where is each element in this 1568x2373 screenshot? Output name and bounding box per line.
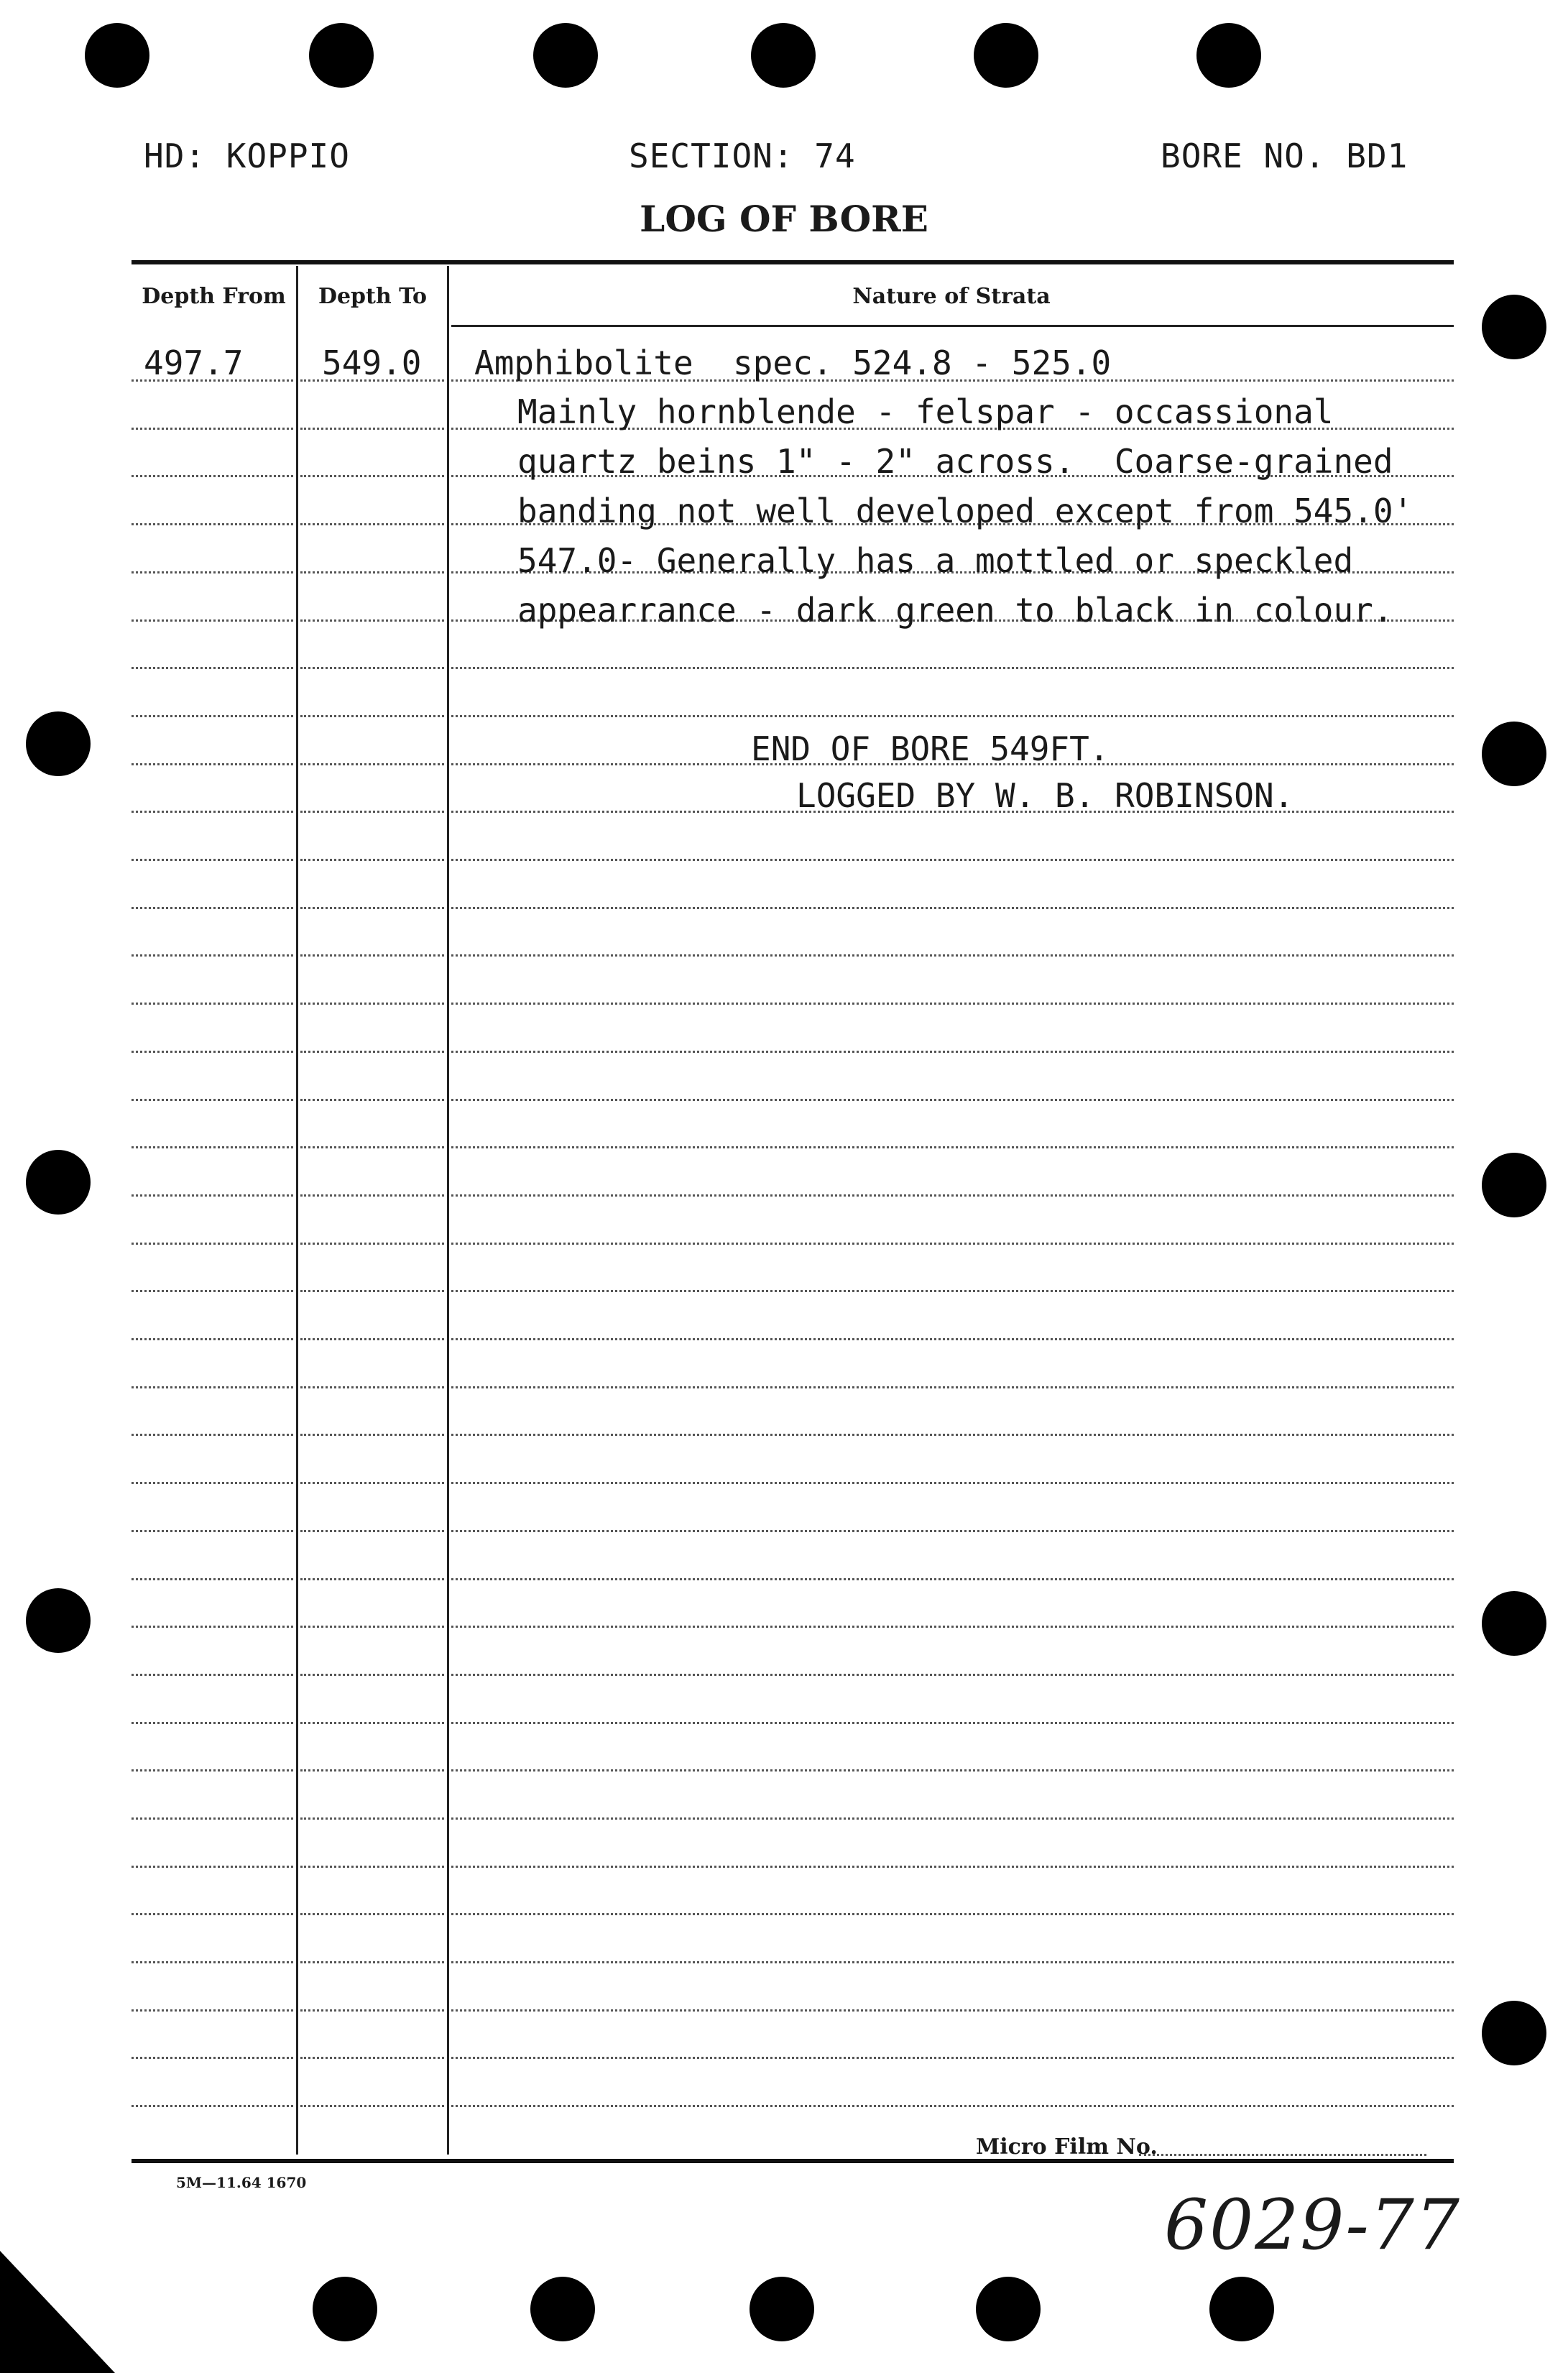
ruled-line [451, 667, 1454, 669]
ruled-line [300, 763, 444, 765]
ruled-line [300, 1290, 444, 1292]
ruled-line [132, 1817, 293, 1820]
ruled-line [300, 954, 444, 957]
ruled-line [451, 1482, 1454, 1484]
ruled-line [132, 1866, 293, 1868]
ruled-line [132, 1769, 293, 1771]
ruled-line [132, 954, 293, 957]
corner-mark [0, 2251, 115, 2373]
column-divider [447, 266, 449, 2155]
ruled-line [300, 1338, 444, 1340]
binder-hole [26, 1150, 91, 1215]
ruled-line [300, 907, 444, 909]
ruled-line [132, 1578, 293, 1580]
logged-by-note: LOGGED BY W. B. ROBINSON. [796, 776, 1294, 815]
strata-line: 547.0- Generally has a mottled or speckled [517, 541, 1354, 580]
binder-hole [26, 711, 91, 776]
binder-hole [1482, 295, 1546, 359]
ruled-line [132, 1722, 293, 1724]
bore-number: BORE NO. BD1 [1161, 137, 1408, 175]
ruled-line [300, 475, 444, 477]
ruled-line [132, 1194, 293, 1197]
table-bottom-rule [132, 2159, 1454, 2163]
ruled-line [300, 2009, 444, 2012]
ruled-line [132, 523, 293, 525]
ruled-line [132, 571, 293, 573]
ruled-line [132, 1338, 293, 1340]
ruled-line [300, 1099, 444, 1101]
strata-line: banding not well developed except from 545.0' [517, 492, 1413, 530]
ruled-line [132, 1099, 293, 1101]
binder-hole [976, 2277, 1041, 2341]
binder-hole [1482, 1591, 1546, 1656]
depth-to-value: 549.0 [322, 344, 422, 382]
ruled-line [132, 1913, 293, 1915]
ruled-line [300, 571, 444, 573]
ruled-line [132, 1003, 293, 1005]
ruled-line [132, 2009, 293, 2012]
ruled-line [451, 1051, 1454, 1053]
ruled-line [451, 1530, 1454, 1532]
ruled-line [451, 1722, 1454, 1724]
binder-hole [85, 23, 149, 88]
ruled-line [451, 1626, 1454, 1628]
ruled-line [132, 1386, 293, 1388]
ruled-line [451, 1434, 1454, 1436]
ruled-line [132, 1482, 293, 1484]
binder-hole [26, 1588, 91, 1653]
ruled-line [132, 1530, 293, 1532]
ruled-line [132, 667, 293, 669]
strata-line: quartz beins 1" - 2" across. Coarse-grained [517, 442, 1393, 481]
column-divider [296, 266, 298, 2155]
ruled-line [300, 1482, 444, 1484]
ruled-line [300, 667, 444, 669]
ruled-line [300, 1434, 444, 1436]
ruled-line [451, 1290, 1454, 1292]
micro-film-label: Micro Film No. [976, 2134, 1158, 2160]
ruled-line [132, 907, 293, 909]
ruled-line [300, 1003, 444, 1005]
ruled-line [451, 1386, 1454, 1388]
ruled-line [132, 1434, 293, 1436]
ruled-line [300, 1578, 444, 1580]
ruled-line [300, 428, 444, 430]
binder-hole [1482, 2001, 1546, 2065]
binder-hole [1482, 722, 1546, 786]
binder-hole [974, 23, 1038, 88]
ruled-line [132, 715, 293, 717]
ruled-line [451, 1338, 1454, 1340]
form-code: 5M—11.64 1670 [176, 2174, 307, 2191]
ruled-line [132, 1051, 293, 1053]
ruled-line [132, 1146, 293, 1148]
binder-hole [533, 23, 598, 88]
ruled-line [300, 1674, 444, 1676]
micro-film-dotline [1139, 2154, 1426, 2156]
ruled-line [132, 1243, 293, 1245]
binder-hole [1196, 23, 1261, 88]
ruled-line [300, 1386, 444, 1388]
ruled-line [300, 715, 444, 717]
ruled-line [451, 2057, 1454, 2059]
strata-line: appearrance - dark green to black in colour. [517, 591, 1393, 630]
column-header-depth-to: Depth To [318, 284, 428, 309]
ruled-line [132, 475, 293, 477]
strata-line: Amphibolite spec. 524.8 - 525.0 [474, 344, 1112, 382]
binder-hole [530, 2277, 595, 2341]
ruled-line [300, 1961, 444, 1963]
ruled-line [300, 1722, 444, 1724]
ruled-line [300, 619, 444, 622]
ruled-line [300, 1769, 444, 1771]
end-of-bore-note: END OF BORE 549FT. [751, 729, 1110, 768]
ruled-line [132, 428, 293, 430]
binder-hole [1209, 2277, 1274, 2341]
ruled-line [451, 859, 1454, 861]
ruled-line [300, 859, 444, 861]
film-number-handwritten: 6029-77 [1164, 2185, 1461, 2265]
ruled-line [300, 523, 444, 525]
hd-label: HD: KOPPIO [144, 137, 350, 175]
ruled-line [451, 1243, 1454, 1245]
ruled-line [132, 1961, 293, 1963]
ruled-line [451, 1194, 1454, 1197]
ruled-line [451, 1866, 1454, 1868]
ruled-line [300, 1146, 444, 1148]
ruled-line [132, 2105, 293, 2107]
ruled-line [300, 811, 444, 813]
ruled-line [451, 1817, 1454, 1820]
ruled-line [451, 2105, 1454, 2107]
page-title: LOG OF BORE [640, 198, 928, 240]
column-header-depth-from: Depth From [142, 284, 286, 309]
ruled-line [132, 1290, 293, 1292]
ruled-line [451, 1674, 1454, 1676]
ruled-line [132, 2057, 293, 2059]
section-label: SECTION: 74 [629, 137, 856, 175]
ruled-line [300, 1866, 444, 1868]
ruled-line [451, 2009, 1454, 2012]
ruled-line [132, 619, 293, 622]
ruled-line [451, 1961, 1454, 1963]
ruled-line [132, 1626, 293, 1628]
table-top-rule [132, 260, 1454, 264]
ruled-line [300, 2105, 444, 2107]
header-rule [451, 325, 1454, 327]
ruled-line [132, 811, 293, 813]
ruled-line [300, 1817, 444, 1820]
binder-hole [751, 23, 816, 88]
ruled-line [300, 1626, 444, 1628]
ruled-line [451, 1146, 1454, 1148]
ruled-line [451, 1913, 1454, 1915]
ruled-line [451, 954, 1454, 957]
binder-hole [309, 23, 374, 88]
ruled-line [300, 1243, 444, 1245]
ruled-line [300, 1913, 444, 1915]
column-header-nature: Nature of Strata [852, 284, 1051, 309]
ruled-line [451, 1099, 1454, 1101]
ruled-line [451, 1769, 1454, 1771]
strata-line: Mainly hornblende - felspar - occassional [517, 392, 1334, 431]
ruled-line [132, 763, 293, 765]
ruled-line [132, 859, 293, 861]
ruled-line [451, 907, 1454, 909]
ruled-line [132, 1674, 293, 1676]
ruled-line [451, 715, 1454, 717]
ruled-line [300, 1530, 444, 1532]
ruled-line [300, 2057, 444, 2059]
ruled-line [300, 1051, 444, 1053]
ruled-line [300, 1194, 444, 1197]
binder-hole [1482, 1153, 1546, 1217]
binder-hole [750, 2277, 814, 2341]
depth-from-value: 497.7 [144, 344, 244, 382]
ruled-line [451, 1578, 1454, 1580]
ruled-line [451, 1003, 1454, 1005]
binder-hole [313, 2277, 377, 2341]
